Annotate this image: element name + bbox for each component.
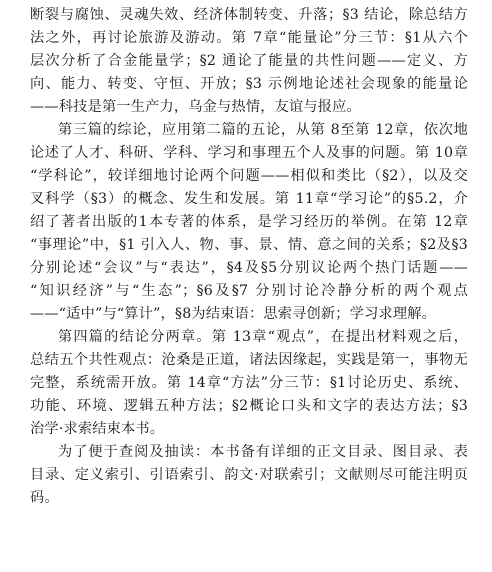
text-line: 完整，系统需开放。第 14章“方法”分三节：§1讨论历史、系统、	[30, 375, 468, 391]
text-line: 分别论述“会议”与“表达”，§4及§5分别议论两个热门话题——	[30, 260, 468, 276]
text-line: 绍了著者出版的1本专著的体系，是学习经历的举例。在第 12章	[30, 214, 468, 230]
text-line: 论述了人才、科研、学科、学习和事理五个人及事的问题。第 10章	[30, 145, 468, 161]
text-line: 向、能力、转变、守恒、开放；§3 示例地论述社会现象的能量论	[30, 76, 468, 92]
text-line: 断裂与腐蚀、灵魂失效、经济体制转变、升落；§3 结论，除总结方	[30, 7, 468, 23]
text-line: “事理论”中，§1 引入人、物、事、景、情、意之间的关系；§2及§3	[30, 237, 468, 253]
text-line: 法之外，再讨论旅游及游动。第 7章“能量论”分三节：§1从六个	[30, 30, 468, 46]
text-line: 目录、定义索引、引语索引、韵文·对联索引；文献则尽可能注明页	[30, 467, 468, 483]
text-line: ——科技是第一生产力，乌金与热情，友谊与报应。	[30, 99, 361, 115]
text-line: 层次分析了合金能量学；§2 通论了能量的共性问题——定义、方	[30, 53, 468, 69]
paragraph-first-line: 为了便于查阅及抽读：本书备有详细的正文目录、图目录、表	[58, 444, 468, 460]
text-line: ——“适中”与“算计”，§8为结束语：思索寻创新；学习求理解。	[30, 306, 437, 322]
text-line: 叉科学（§3）的概念、发生和发展。第 11章“学习论”的§5.2，介	[30, 191, 468, 207]
text-line: “学科论”，较详细地讨论两个问题——相似和类比（§2），以及交	[30, 168, 468, 184]
text-line: “知识经济”与“生态”；§6及§7 分别讨论冷静分析的两个观点	[30, 283, 468, 299]
paragraph-first-line: 第四篇的结论分两章。第 13章“观点”，在提出材料观之后，	[58, 329, 468, 345]
paragraph-first-line: 第三篇的综论，应用第二篇的五论，从第 8至第 12章，依次地	[58, 122, 468, 138]
text-line: 治学·求索结束本书。	[30, 421, 165, 437]
text-line: 功能、环境、逻辑五种方法；§2概论口头和文字的表达方法；§3	[30, 398, 468, 414]
text-line: 总结五个共性观点：沧桑是正道，诸法因缘起，实践是第一，事物无	[30, 352, 468, 368]
text-line: 码。	[30, 490, 59, 506]
